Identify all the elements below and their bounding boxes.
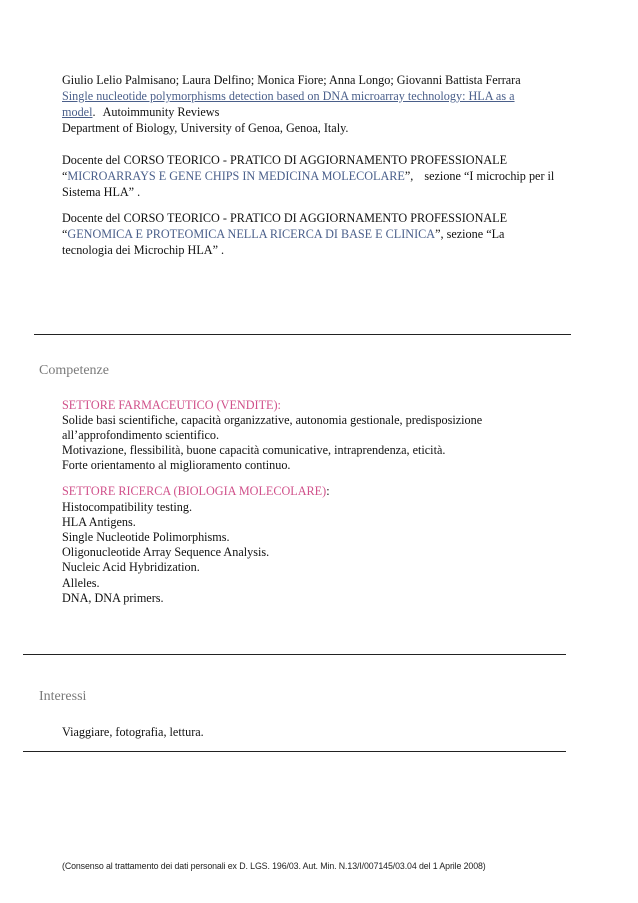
course1-line1: Docente del CORSO TEORICO - PRATICO DI AGGIORNAMENTO PROFESSIONALE: [62, 153, 508, 167]
ricerca-line: Nucleic Acid Hybridization.: [62, 560, 200, 574]
ricerca-heading: SETTORE RICERCA (BIOLOGIA MOLECOLARE): [62, 484, 327, 498]
publication-authors: Giulio Lelio Palmisano; Laura Delfino; Monica Fiore; Anna Longo; Giovanni Battista Ferrara: [62, 73, 521, 87]
publication-title-link[interactable]: model: [62, 105, 93, 119]
course2-line1: Docente del CORSO TEORICO - PRATICO DI AGGIORNAMENTO PROFESSIONALE: [62, 211, 508, 225]
ricerca-line: Histocompatibility testing.: [62, 500, 192, 514]
ricerca-line: HLA Antigens.: [62, 515, 136, 529]
ricerca-heading-row: SETTORE RICERCA (BIOLOGIA MOLECOLARE):: [62, 484, 330, 498]
farma-line: Solide basi scientifiche, capacità organizzative, autonomia gestionale, predisposizione: [62, 413, 483, 427]
farma-line: all’approfondimento scientifico.: [62, 428, 220, 442]
course2-title: GENOMICA E PROTEOMICA NELLA RICERCA DI BASE E CLINICA: [67, 227, 436, 241]
farma-line: Forte orientamento al miglioramento continuo.: [62, 458, 291, 472]
course2-line2: “GENOMICA E PROTEOMICA NELLA RICERCA DI BASE E CLINICA”, sezione “La: [62, 227, 505, 241]
ricerca-line: Oligonucleotide Array Sequence Analysis.: [62, 545, 270, 559]
publication-journal: Autoimmunity Reviews: [102, 105, 220, 119]
section-divider: [23, 654, 566, 655]
ricerca-line: Single Nucleotide Polimorphisms.: [62, 530, 230, 544]
course1-line2: “MICROARRAYS E GENE CHIPS IN MEDICINA MOLECOLARE”, sezione “I microchip per il: [62, 169, 555, 183]
farma-heading: SETTORE FARMACEUTICO (VENDITE):: [62, 398, 281, 412]
section-divider: [23, 751, 566, 752]
ricerca-line: Alleles.: [62, 576, 100, 590]
course1-title: MICROARRAYS E GENE CHIPS IN MEDICINA MOLECOLARE: [67, 169, 405, 183]
publication-title-line1[interactable]: Single nucleotide polymorphisms detection based on DNA microarray technology: HLA as a: [62, 89, 515, 103]
section-divider: [34, 334, 571, 335]
interessi-text: Viaggiare, fotografia, lettura.: [62, 725, 204, 739]
course2-line3: tecnologia dei Microchip HLA” .: [62, 243, 225, 257]
course1-line3: Sistema HLA” .: [62, 185, 141, 199]
competenze-heading: Competenze: [39, 363, 109, 378]
publication-title-line2: model. Autoimmunity Reviews: [62, 105, 220, 119]
interessi-heading: Interessi: [39, 689, 87, 704]
farma-line: Motivazione, flessibilità, buone capacità comunicative, intraprendenza, eticità.: [62, 443, 446, 457]
consent-footer: (Consenso al trattamento dei dati personali ex D. LGS. 196/03. Aut. Min. N.13/I/007145/03.04 del 1 Aprile 2008): [62, 861, 486, 871]
publication-affiliation: Department of Biology, University of Genoa, Genoa, Italy.: [62, 121, 349, 135]
ricerca-line: DNA, DNA primers.: [62, 591, 164, 605]
course1-section: sezione “I microchip per il: [424, 169, 555, 183]
